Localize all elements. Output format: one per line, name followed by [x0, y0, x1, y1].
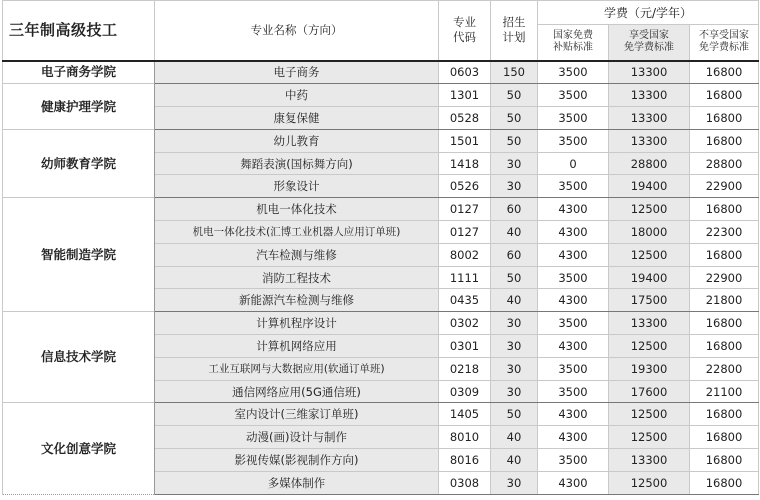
- fee-subsidy: 3500: [538, 266, 609, 289]
- fee-subsidy: 4300: [538, 221, 609, 244]
- col-header-code: 专业 代码: [439, 1, 491, 61]
- major-code: 0435: [439, 289, 491, 312]
- enrollment-plan: 50: [491, 266, 538, 289]
- major-code: 1501: [439, 129, 491, 152]
- table-row: [3, 129, 759, 152]
- major-code: 0127: [439, 198, 491, 221]
- fee-exempt: 13300: [609, 84, 690, 107]
- major-name: 动漫(画)设计与制作: [155, 426, 439, 449]
- fee-exempt: 19300: [609, 357, 690, 380]
- fee-exempt: 12500: [609, 243, 690, 266]
- major-name: 舞蹈表演(国标舞方向): [155, 152, 439, 175]
- major-code: 1418: [439, 152, 491, 175]
- table-row: [3, 84, 759, 107]
- major-name: 康复保健: [155, 107, 439, 130]
- fee-subsidy: 3500: [538, 380, 609, 403]
- major-name: 消防工程技术: [155, 266, 439, 289]
- fee-exempt: 17500: [609, 289, 690, 312]
- fee-subsidy: 4300: [538, 335, 609, 358]
- major-name: 中药: [155, 84, 439, 107]
- major-name: 机电一体化技术: [155, 198, 439, 221]
- major-name: 幼儿教育: [155, 129, 439, 152]
- fee-exempt: 17600: [609, 380, 690, 403]
- col-header-fee-group: 学费（元/学年）: [538, 1, 759, 25]
- fee-full: 22900: [690, 175, 759, 198]
- major-code: 8002: [439, 243, 491, 266]
- fee-exempt: 13300: [609, 312, 690, 335]
- major-code: 0302: [439, 312, 491, 335]
- enrollment-plan: 60: [491, 198, 538, 221]
- enrollment-plan: 50: [491, 403, 538, 426]
- enrollment-plan: 30: [491, 175, 538, 198]
- major-code: 0603: [439, 61, 491, 84]
- fee-full: 16800: [690, 84, 759, 107]
- college-name: 智能制造学院: [3, 198, 155, 312]
- fee-exempt: 28800: [609, 152, 690, 175]
- major-name: 通信网络应用(5G通信班): [155, 380, 439, 403]
- fee-subsidy: 0: [538, 152, 609, 175]
- college-name: 幼师教育学院: [3, 129, 155, 197]
- fee-full: 21100: [690, 380, 759, 403]
- major-code: 0308: [439, 471, 491, 494]
- fee-subsidy: 4300: [538, 426, 609, 449]
- fee-exempt: 12500: [609, 471, 690, 494]
- table-row: [3, 61, 759, 84]
- major-code: 8010: [439, 426, 491, 449]
- major-code: 0309: [439, 380, 491, 403]
- enrollment-plan: 30: [491, 152, 538, 175]
- col-header-major: 专业名称（方向）: [155, 1, 439, 61]
- college-name: 电子商务学院: [3, 61, 155, 84]
- fee-full: 16800: [690, 471, 759, 494]
- major-name: 形象设计: [155, 175, 439, 198]
- major-name: 多媒体制作: [155, 471, 439, 494]
- fee-full: 28800: [690, 152, 759, 175]
- major-name: 室内设计(三维家订单班): [155, 403, 439, 426]
- fee-full: 21800: [690, 289, 759, 312]
- enrollment-plan: 150: [491, 61, 538, 84]
- enrollment-plan: 40: [491, 221, 538, 244]
- major-code: 0528: [439, 107, 491, 130]
- enrollment-plan: 40: [491, 426, 538, 449]
- enrollment-plan: 30: [491, 380, 538, 403]
- fee-full: 16800: [690, 107, 759, 130]
- fee-subsidy: 3500: [538, 84, 609, 107]
- fee-subsidy: 3500: [538, 312, 609, 335]
- fee-subsidy: 3500: [538, 61, 609, 84]
- fee-exempt: 13300: [609, 129, 690, 152]
- major-name: 汽车检测与维修: [155, 243, 439, 266]
- fee-full: 22800: [690, 357, 759, 380]
- col-header-fee-exempt: 享受国家 免学费标准: [609, 25, 690, 61]
- major-name: 计算机网络应用: [155, 335, 439, 358]
- enrollment-plan: 40: [491, 289, 538, 312]
- enrollment-plan: 30: [491, 312, 538, 335]
- major-code: 0301: [439, 335, 491, 358]
- college-name: 文化创意学院: [3, 403, 155, 494]
- fee-exempt: 13300: [609, 61, 690, 84]
- table-row: [3, 312, 759, 335]
- major-code: 1111: [439, 266, 491, 289]
- fee-subsidy: 3500: [538, 357, 609, 380]
- table-row: [3, 403, 759, 426]
- college-name: 信息技术学院: [3, 312, 155, 403]
- major-name: 机电一体化技术(汇博工业机器人应用订单班): [155, 221, 439, 244]
- tuition-table: [2, 0, 759, 495]
- major-code: 1405: [439, 403, 491, 426]
- table-body: [3, 61, 759, 495]
- fee-full: 16800: [690, 129, 759, 152]
- enrollment-plan: 30: [491, 357, 538, 380]
- enrollment-plan: 50: [491, 107, 538, 130]
- fee-exempt: 19400: [609, 175, 690, 198]
- fee-exempt: 12500: [609, 403, 690, 426]
- enrollment-plan: 30: [491, 471, 538, 494]
- fee-full: 16800: [690, 403, 759, 426]
- fee-full: 16800: [690, 335, 759, 358]
- fee-full: 16800: [690, 198, 759, 221]
- fee-subsidy: 4300: [538, 289, 609, 312]
- fee-exempt: 13300: [609, 449, 690, 472]
- table-row: [3, 198, 759, 221]
- fee-subsidy: 3500: [538, 175, 609, 198]
- enrollment-plan: 40: [491, 449, 538, 472]
- enrollment-plan: 50: [491, 129, 538, 152]
- major-name: 计算机程序设计: [155, 312, 439, 335]
- fee-exempt: 19400: [609, 266, 690, 289]
- fee-subsidy: 3500: [538, 107, 609, 130]
- college-name: 健康护理学院: [3, 84, 155, 130]
- fee-subsidy: 4300: [538, 403, 609, 426]
- major-name: 电子商务: [155, 61, 439, 84]
- fee-full: 22900: [690, 266, 759, 289]
- fee-subsidy: 4300: [538, 198, 609, 221]
- fee-full: 16800: [690, 426, 759, 449]
- fee-full: 16800: [690, 243, 759, 266]
- fee-exempt: 12500: [609, 335, 690, 358]
- fee-exempt: 13300: [609, 107, 690, 130]
- major-code: 0218: [439, 357, 491, 380]
- col-header-fee-full: 不享受国家 免学费标准: [690, 25, 759, 61]
- fee-full: 16800: [690, 61, 759, 84]
- major-name: 工业互联网与大数据应用(软通订单班): [155, 357, 439, 380]
- fee-full: 22300: [690, 221, 759, 244]
- fee-exempt: 12500: [609, 426, 690, 449]
- major-name: 新能源汽车检测与维修: [155, 289, 439, 312]
- enrollment-plan: 50: [491, 84, 538, 107]
- fee-full: 16800: [690, 449, 759, 472]
- col-header-fee-subsidy: 国家免费 补贴标准: [538, 25, 609, 61]
- major-code: 0526: [439, 175, 491, 198]
- fee-subsidy: 3500: [538, 129, 609, 152]
- fee-subsidy: 4300: [538, 243, 609, 266]
- fee-full: 16800: [690, 312, 759, 335]
- major-name: 影视传媒(影视制作方向): [155, 449, 439, 472]
- fee-exempt: 12500: [609, 198, 690, 221]
- major-code: 8016: [439, 449, 491, 472]
- major-code: 0127: [439, 221, 491, 244]
- fee-subsidy: 3500: [538, 449, 609, 472]
- fee-subsidy: 4300: [538, 471, 609, 494]
- enrollment-plan: 60: [491, 243, 538, 266]
- fee-exempt: 18000: [609, 221, 690, 244]
- major-code: 1301: [439, 84, 491, 107]
- table-title: 三年制高级技工: [3, 1, 155, 61]
- enrollment-plan: 30: [491, 335, 538, 358]
- col-header-plan: 招生 计划: [491, 1, 538, 61]
